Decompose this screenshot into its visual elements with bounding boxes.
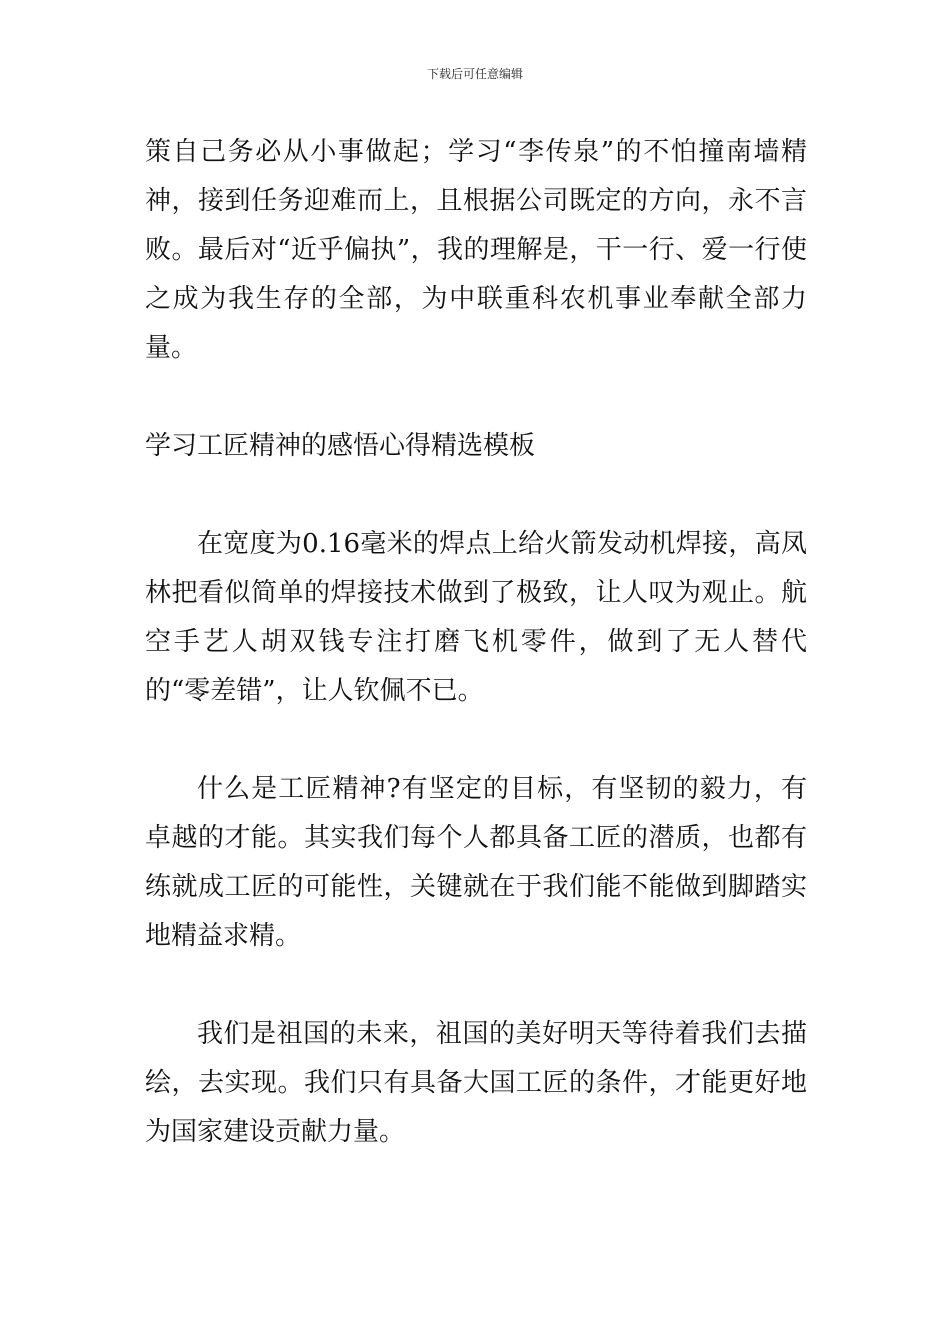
paragraph-gap bbox=[145, 471, 807, 520]
paragraph-gap bbox=[145, 373, 807, 422]
paragraph-gap bbox=[145, 716, 807, 765]
paragraph-continuation: 策自己务必从小事做起；学习“李传泉”的不怕撞南墙精神，接到任务迎难而上，且根据公司既定的方向，永不言败。最后对“近乎偏执”，我的理解是，干一行、爱一行使之成为我生存的全部，为中联重科农机事业奉献全部力量。 bbox=[145, 137, 807, 363]
page-header-note: 下载后可任意编辑 bbox=[426, 67, 523, 81]
paragraph-future: 我们是祖国的未来，祖国的美好明天等待着我们去描绘，去实现。我们只有具备大国工匠的条件，才能更好地为国家建设贡献力量。 bbox=[145, 1019, 807, 1147]
paragraph-gap bbox=[145, 961, 807, 1010]
document-title: 学习工匠精神的感悟心得精选模板 bbox=[145, 431, 536, 461]
document-body bbox=[145, 128, 807, 1157]
paragraph-craftsman-spirit: 什么是工匠精神?有坚定的目标，有坚韧的毅力，有卓越的才能。其实我们每个人都具备工匠的潜质，也都有练就成工匠的可能性，关键就在于我们能不能做到脚踏实地精益求精。 bbox=[145, 774, 807, 951]
paragraph-welding-examples: 在宽度为0.16毫米的焊点上给火箭发动机焊接，高凤林把看似简单的焊接技术做到了极致，让人叹为观止。航空手艺人胡双钱专注打磨飞机零件，做到了无人替代的“零差错”，让人钦佩不已。 bbox=[145, 529, 807, 706]
